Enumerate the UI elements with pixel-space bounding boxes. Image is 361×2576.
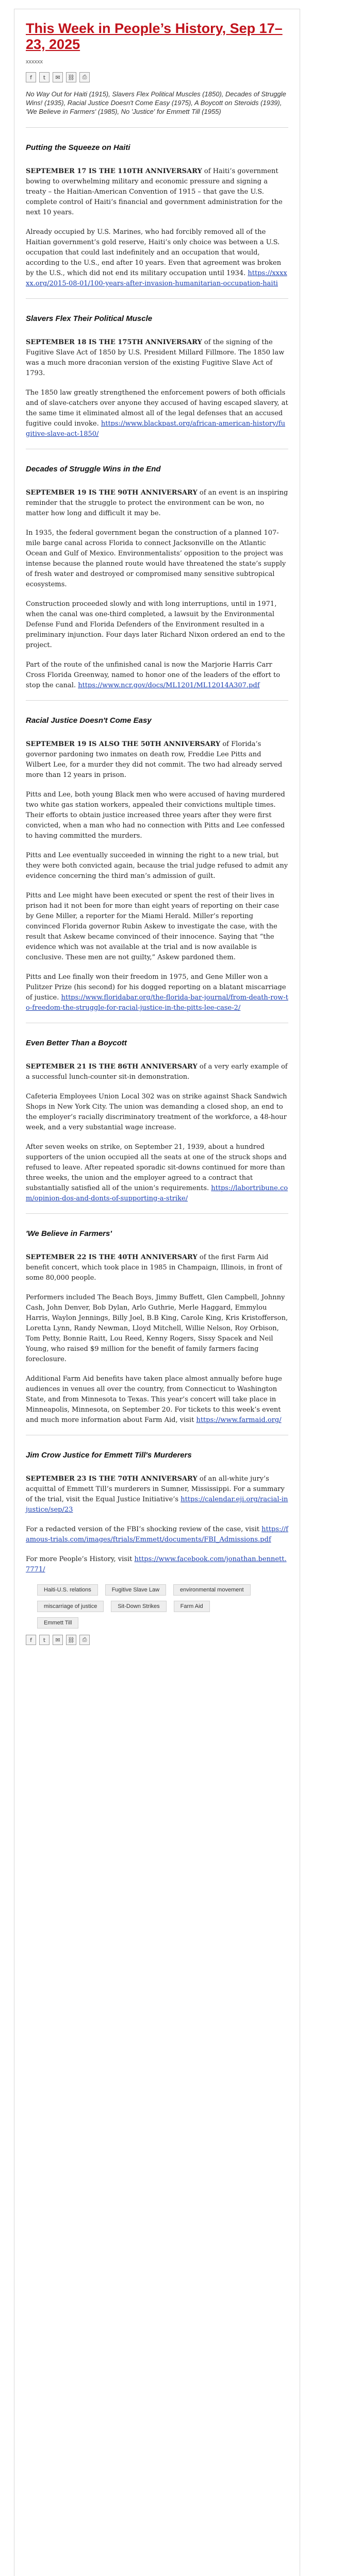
paragraph-text: For more People’s History, visit bbox=[26, 1555, 135, 1563]
paragraph-text: After seven weeks on strike, on September 21, 1939, about a hundred supporters of the union occupied all the seats at one of the struck shops and refused to leave. After repeated sporadic sit-downs continued for more than three weeks, the union and the employer agreed to a contract that substantially satisfied all of the union’s requirements. bbox=[26, 1143, 287, 1192]
anniversary-lead: SEPTEMBER 17 IS THE 110TH ANNIVERSARY bbox=[26, 167, 202, 175]
paragraph bbox=[26, 337, 288, 379]
paragraph bbox=[26, 388, 288, 439]
paragraph-text: Pitts and Lee finally won their freedom in 1975, and Gene Miller won a Pulitzer Prize (his second) for his dogged reporting on a blatant miscarriage of justice. bbox=[26, 973, 286, 1002]
twitter-icon[interactable]: t bbox=[39, 1635, 50, 1645]
divider bbox=[26, 700, 288, 701]
paragraph bbox=[26, 227, 288, 289]
source-link[interactable]: https://calendar.eji.org/racial-injustice/sep/23 bbox=[26, 1496, 288, 1514]
paragraph bbox=[26, 528, 288, 590]
anniversary-lead: SEPTEMBER 23 IS THE 70TH ANNIVERSARY bbox=[26, 1475, 198, 1483]
paragraph-text: Already occupied by U.S. Marines, who had forcibly removed all of the Haitian government’s gold reserve, Haiti’s only choice was between a U.S. occupation that could last indefinitely and an occupation that would, according to the U.S., end after 10 years. Even that agreement was broken by the U.S., which did not end its military occupation until 1934. bbox=[26, 228, 282, 277]
source-link[interactable]: https://www.blackpast.org/african-american-history/fugitive-slave-act-1850/ bbox=[26, 420, 286, 438]
tag-list bbox=[37, 1584, 254, 1629]
paragraph-text: of Haiti’s government bowing to overwhelming military and economic pressure and signing a treaty – the Haitian-American Convention of 1915 – that gave the U.S. complete control of Haiti’s financial and government administration for the next 10 years. bbox=[26, 167, 283, 216]
share-row bbox=[26, 72, 288, 82]
source-link[interactable]: https://www.facebook.com/jonathan.bennett.7771/ bbox=[26, 1555, 287, 1573]
anniversary-lead: SEPTEMBER 18 IS THE 175TH ANNIVERSARY bbox=[26, 338, 202, 346]
paragraph-text: of the first Farm Aid benefit concert, which took place in 1985 in Champaign, Illinois, in front of some 80,000 people. bbox=[26, 1253, 282, 1282]
paragraph-text: of a very early example of a successful lunch-counter sit-in demonstration. bbox=[26, 1063, 288, 1081]
email-icon[interactable]: ✉ bbox=[53, 72, 63, 82]
page-title[interactable]: This Week in People’s History, Sep 17–23, 2025 bbox=[26, 21, 283, 52]
paragraph-text: Pitts and Lee might have been executed or spent the rest of their lives in prison had it not been for more than eight years of reporting on their case by Gene Miller, a reporter for the Miami Herald. Miller’s reporting convinced Florida governor Rubin Askew to investigate the case, with the result that Askew became convinced of their innocence. Saying that “the evidence which was not available at the trial and is now available is conclusive. These men are not guilty,” Askew pardoned them. bbox=[26, 892, 280, 961]
anniversary-lead: SEPTEMBER 19 IS ALSO THE 50TH ANNIVERSARY bbox=[26, 740, 221, 748]
tag-pill[interactable]: Emmett Till bbox=[37, 1617, 78, 1629]
anniversary-lead: SEPTEMBER 19 IS THE 90TH ANNIVERSARY bbox=[26, 489, 198, 497]
author: xxxxxx bbox=[26, 59, 43, 65]
section-title: Slavers Flex Their Political Muscle bbox=[26, 314, 153, 323]
article-section bbox=[26, 143, 288, 299]
paragraph bbox=[26, 1092, 288, 1133]
paragraph-text: Additional Farm Aid benefits have taken place almost annually before huge audiences in venues all over the country, from Connecticut to Washington State, and from Minnesota to Texas. This year’s concert will take place in Minneapolis, Minnesota, on September 20. For tickets to this week’s event and much more information about Farm Aid, visit bbox=[26, 1375, 282, 1424]
paragraph bbox=[26, 1554, 288, 1575]
paragraph-text: of Florida’s governor pardoning two inmates on death row, Freddie Lee Pitts and Wilbert Lee, for a murder they did not commit. The two had already served more than 12 years in prison. bbox=[26, 740, 283, 779]
issue-summary: No Way Out for Haiti (1915), Slavers Flex Political Muscles (1850), Decades of Struggle Wins! (1935), Racial Justice Doesn't Come Easy (1975), A Boycott on Steroids (1939), 'We Believe in Farmers' (1985), No 'Justice' for Emmett Till (1955) bbox=[26, 90, 286, 115]
sections bbox=[26, 143, 288, 1575]
source-link[interactable]: https://xxxxxx.org/2015-08-01/100-years-after-invasion-humanitarian-occupation-haiti bbox=[26, 269, 287, 287]
paragraph bbox=[26, 1142, 288, 1204]
paragraph bbox=[26, 739, 288, 781]
section-title: Racial Justice Doesn't Come Easy bbox=[26, 716, 152, 725]
paragraph bbox=[26, 599, 288, 651]
article-section bbox=[26, 1039, 288, 1214]
article-section bbox=[26, 1229, 288, 1435]
paragraph-text: Pitts and Lee eventually succeeded in winning the right to a new trial, but they were both convicted again, because the trial judge refused to admit any evidence concerning the third man’s admission of guilt. bbox=[26, 852, 288, 880]
email-body bbox=[14, 9, 300, 2576]
print-icon[interactable]: ⎙ bbox=[79, 72, 90, 82]
paragraph-text: Cafeteria Employees Union Local 302 was on strike against Shack Sandwich Shops in New York City. The union was demanding a closed shop, an end to the employer’s racially discriminatory treatment of the workforce, a 48-hour week, and a very substantial wage increase. bbox=[26, 1093, 287, 1131]
paragraph-text: Performers included The Beach Boys, Jimmy Buffett, Glen Campbell, Johnny Cash, John Denver, Bob Dylan, Arlo Guthrie, Merle Haggard, Emmylou Harris, Waylon Jennings, Billy Joel, B.B King, Carole King, Kris Kristofferson, Loretta Lynn, Randy Newman, Lloyd Mitchell, Willie Nelson, Roy Orbison, Tom Petty, Bonnie Raitt, Lou Reed, Kenny Rogers, Sissy Spacek and Neil Young, who raised $9 million for the benefit of family farmers facing foreclosure. bbox=[26, 1294, 288, 1363]
paragraph-text: Part of the route of the unfinished canal is now the Marjorie Harris Carr Cross Florida Greenway, named to honor one of the leaders of the effort to stop the canal. bbox=[26, 661, 281, 689]
paragraph bbox=[26, 488, 288, 519]
twitter-icon[interactable]: t bbox=[39, 72, 50, 82]
paragraph-text: Pitts and Lee, both young Black men who were accused of having murdered two white gas station workers, appealed their convictions multiple times. Their efforts to obtain justice increased three years after they were first convicted, when a man who had no connection with Pitts and Lee confessed to having committed the murders. bbox=[26, 791, 285, 840]
paragraph bbox=[26, 891, 288, 963]
anniversary-lead: SEPTEMBER 21 IS THE 86TH ANNIVERSARY bbox=[26, 1063, 198, 1071]
link-icon[interactable]: ⛓ bbox=[66, 1635, 76, 1645]
section-title: Jim Crow Justice for Emmett Till's Murderers bbox=[26, 1451, 192, 1460]
paragraph bbox=[26, 851, 288, 882]
paragraph bbox=[26, 660, 288, 691]
divider bbox=[26, 1213, 288, 1214]
paragraph bbox=[26, 972, 288, 1013]
paragraph bbox=[26, 1293, 288, 1365]
section-title: Putting the Squeeze on Haiti bbox=[26, 143, 130, 152]
paragraph bbox=[26, 166, 288, 218]
anniversary-lead: SEPTEMBER 22 IS THE 40TH ANNIVERSARY bbox=[26, 1253, 198, 1261]
divider bbox=[26, 298, 288, 299]
tag-pill[interactable]: Sit-Down Strikes bbox=[111, 1601, 166, 1612]
paragraph-text: Construction proceeded slowly and with long interruptions, until in 1971, when the canal was one-third completed, a lawsuit by the Environmental Defense Fund and Florida Defenders of the Environment resulted in a preliminary injunction. Four days later Richard Nixon ordered an end to the project. bbox=[26, 600, 285, 649]
article-section bbox=[26, 465, 288, 701]
tag-pill[interactable]: Farm Aid bbox=[174, 1601, 210, 1612]
paragraph-text: of an all-white jury’s acquittal of Emmett Till’s murderers in Sumner, Mississippi. For a summary of the trial, visit the Equal Justice Initiative’s bbox=[26, 1475, 285, 1503]
divider bbox=[26, 127, 288, 128]
source-link[interactable]: https://www.ncr.gov/docs/ML1201/ML12014A307.pdf bbox=[78, 682, 260, 689]
link-icon[interactable]: ⛓ bbox=[66, 72, 76, 82]
paragraph bbox=[26, 1252, 288, 1283]
paragraph-text: The 1850 law greatly strengthened the enforcement powers of both officials and of slave-catchers over anyone they accused of having escaped slavery, at the same time it eliminated almost all of the legal defenses that an accused fugitive could invoke. bbox=[26, 389, 288, 428]
section-title: Decades of Struggle Wins in the End bbox=[26, 465, 161, 473]
paragraph-text: In 1935, the federal government began the construction of a planned 107-mile barge canal across Florida to connect Jacksonville on the Atlantic Ocean and Gulf of Mexico. Environmentalists’ opposition to the project was intense because the planned route would have threatened the state’s supply of fresh water and destroyed or compromised many sensitive subtropical ecosystems. bbox=[26, 529, 286, 588]
article-section bbox=[26, 716, 288, 1023]
paragraph bbox=[26, 1062, 288, 1082]
tag-pill[interactable]: environmental movement bbox=[173, 1584, 251, 1596]
source-link[interactable]: https://labortribune.com/opinion-dos-and-donts-of-supporting-a-strike/ bbox=[26, 1184, 288, 1202]
tag-pill[interactable]: miscarriage of justice bbox=[37, 1601, 104, 1612]
article-section bbox=[26, 1451, 288, 1575]
section-title: Even Better Than a Boycott bbox=[26, 1039, 127, 1047]
print-icon[interactable]: ⎙ bbox=[79, 1635, 90, 1645]
source-link[interactable]: https://www.floridabar.org/the-florida-bar-journal/from-death-row-to-freedom-the-struggle-for-racial-justice-in-the-pitts-lee-case-2/ bbox=[26, 994, 288, 1012]
source-link[interactable]: https://www.farmaid.org/ bbox=[196, 1416, 282, 1424]
paragraph bbox=[26, 1374, 288, 1426]
section-title: 'We Believe in Farmers' bbox=[26, 1229, 112, 1238]
paragraph-text: of the signing of the Fugitive Slave Act of 1850 by U.S. President Millard Fillmore. The 1850 law was a much more draconian version of the existing Fugitive Slave Act of 1793. bbox=[26, 338, 285, 377]
email-icon[interactable]: ✉ bbox=[53, 1635, 63, 1645]
source-link[interactable]: https://famous-trials.com/images/ftrials/Emmett/documents/FBI_Admissions.pdf bbox=[26, 1526, 288, 1544]
paragraph bbox=[26, 1474, 288, 1515]
paragraph bbox=[26, 1524, 288, 1545]
facebook-icon[interactable]: f bbox=[26, 72, 36, 82]
paragraph-text: of an event is an inspiring reminder that the struggle to protect the environment can be won, no matter how long and difficult it may be. bbox=[26, 489, 288, 517]
share-row-bottom bbox=[26, 1635, 288, 1645]
facebook-icon[interactable]: f bbox=[26, 1635, 36, 1645]
tag-pill[interactable]: Fugitive Slave Law bbox=[105, 1584, 166, 1596]
tag-pill[interactable]: Haiti-U.S. relations bbox=[37, 1584, 98, 1596]
paragraph-text: For a redacted version of the FBI’s shocking review of the case, visit bbox=[26, 1526, 262, 1533]
article-section bbox=[26, 314, 288, 449]
paragraph bbox=[26, 790, 288, 841]
